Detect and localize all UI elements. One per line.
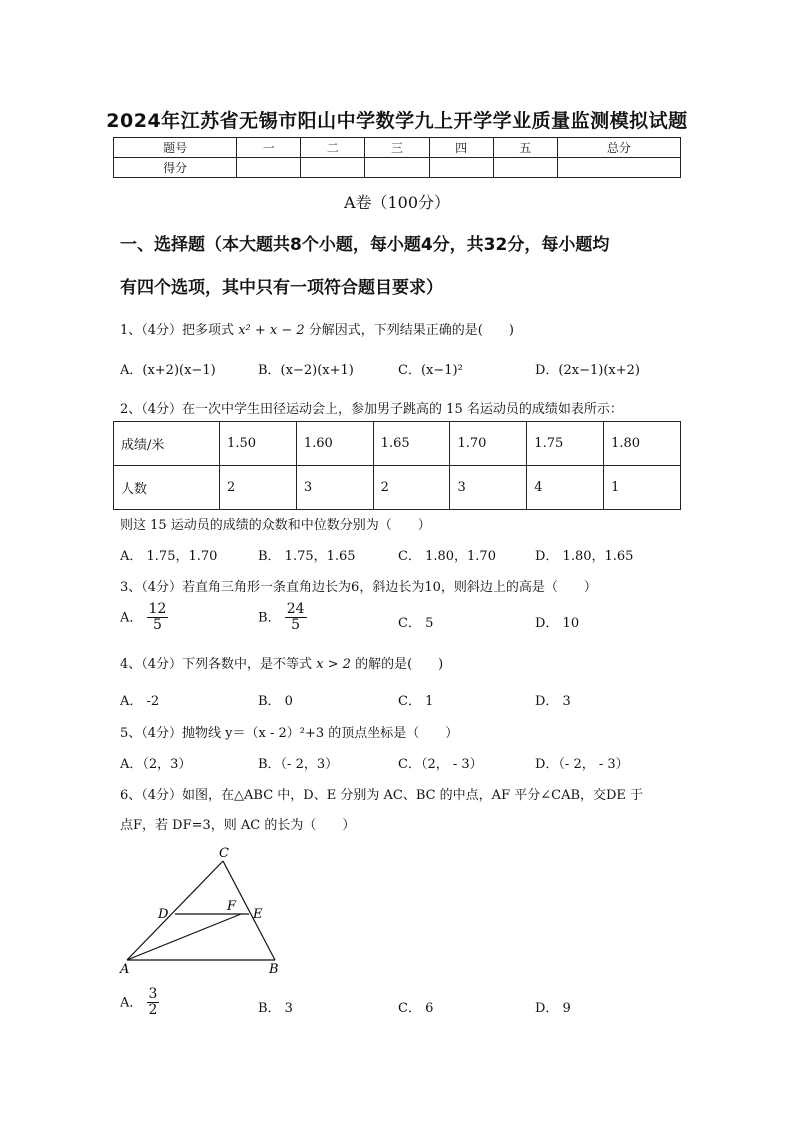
score-header-cell: 三 — [365, 138, 429, 158]
part1-heading-line1: 一、选择题（本大题共8个小题，每小题4分，共32分，每小题均 — [120, 235, 610, 255]
q3-option-b[interactable] — [258, 602, 307, 634]
score-header-cell: 四 — [429, 138, 493, 158]
question-1-stem — [120, 319, 514, 338]
table-cell: 1.65 — [373, 422, 450, 466]
fraction-numerator: 12 — [148, 601, 167, 617]
table-cell: 人数 — [114, 466, 220, 510]
segment-af — [127, 914, 241, 960]
score-table-score-row — [114, 158, 681, 178]
part1-heading-line2: 有四个选项，其中只有一项符合题目要求） — [120, 278, 443, 298]
q1-stem-pre: 1、（4分）把多项式 — [120, 323, 239, 338]
table-cell: 1.70 — [450, 422, 527, 466]
q6-option-b[interactable]: B． 3 — [258, 1001, 293, 1016]
q2-option-b[interactable]: B． 1.75，1.65 — [258, 549, 356, 564]
label-d: D — [158, 907, 169, 922]
table-cell: 1.80 — [604, 422, 681, 466]
table-row — [114, 466, 681, 510]
question-3-stem: 3、（4分）若直角三角形一条直角边长为6，斜边长为10，则斜边上的高是（ ） — [120, 580, 597, 595]
question-5-stem: 5、（4分）抛物线 y＝（x - 2）²+3 的顶点坐标是（ ） — [120, 726, 459, 741]
question-6-stem-line2: 点F，若 DF=3，则 AC 的长为（ ） — [120, 818, 356, 833]
score-header-cell: 五 — [493, 138, 557, 158]
q3-option-b-fraction — [285, 602, 307, 634]
q1-option-a[interactable]: A．(x+2)(x−1) — [120, 363, 216, 378]
fraction-numerator: 3 — [148, 986, 158, 1002]
q5-option-c[interactable]: C．（2， - 3） — [398, 757, 483, 772]
q4-option-b[interactable]: B． 0 — [258, 694, 293, 709]
q4-stem-post: 的解的是( ) — [350, 657, 444, 672]
q3-option-d[interactable]: D． 10 — [535, 616, 580, 631]
question-6-stem-line1: 6、（4分）如图，在△ABC 中，D、E 分别为 AC、BC 的中点，AF 平分∠CAB，交DE 于 — [120, 788, 644, 803]
q1-stem-post: 分解因式，下列结果正确的是( ) — [304, 323, 514, 338]
q2-option-d[interactable]: D． 1.80，1.65 — [535, 549, 634, 564]
score-header-cell: 题号 — [114, 138, 237, 158]
q5-option-a[interactable]: A．（2，3） — [120, 757, 192, 772]
exam-title: 2024年江苏省无锡市阳山中学数学九上开学学业质量监测模拟试题 — [106, 110, 688, 132]
q3-option-b-label: B． — [258, 610, 281, 626]
q1-option-c[interactable]: C．(x−1)² — [398, 363, 463, 378]
q3-option-a-fraction — [147, 602, 169, 634]
q5-option-d[interactable]: D．（- 2， - 3） — [535, 757, 629, 772]
q3-option-c[interactable]: C． 5 — [398, 616, 434, 631]
q1-option-d[interactable]: D．(2x−1)(x+2) — [535, 363, 640, 378]
segment-ac — [127, 861, 223, 960]
q1-option-b[interactable]: B．(x−2)(x+1) — [258, 363, 354, 378]
label-e: E — [253, 907, 263, 922]
q6-option-c[interactable]: C． 6 — [398, 1001, 434, 1016]
q2-option-a[interactable]: A． 1.75，1.70 — [120, 549, 218, 564]
table-cell: 3 — [296, 466, 373, 510]
table-cell: 1.50 — [220, 422, 297, 466]
question-2-stem: 2、（4分）在一次中学生田径运动会上，参加男子跳高的 15 名运动员的成绩如表所示： — [120, 402, 623, 417]
question-2-follow: 则这 15 运动员的成绩的众数和中位数分别为（ ） — [120, 518, 431, 533]
score-table-header-row — [114, 138, 681, 158]
label-a: A — [120, 962, 130, 977]
triangle-figure — [115, 843, 295, 978]
table-cell: 成绩/米 — [114, 422, 220, 466]
score-cell — [301, 158, 365, 178]
q4-option-a[interactable]: A． -2 — [120, 694, 160, 709]
q5-option-b[interactable]: B．（- 2，3） — [258, 757, 339, 772]
score-row-label: 得分 — [114, 158, 237, 178]
q6-option-a-fraction — [147, 987, 160, 1019]
table-row — [114, 422, 681, 466]
score-header-cell: 一 — [237, 138, 301, 158]
label-c: C — [219, 846, 229, 861]
score-cell — [429, 158, 493, 178]
q6-option-d[interactable]: D． 9 — [535, 1001, 571, 1016]
table-cell: 1.60 — [296, 422, 373, 466]
table-cell: 3 — [450, 466, 527, 510]
q6-option-a[interactable] — [120, 987, 159, 1019]
score-cell — [493, 158, 557, 178]
score-cell — [557, 158, 680, 178]
label-b: B — [269, 962, 279, 977]
table-cell: 1.75 — [527, 422, 604, 466]
table-cell: 2 — [373, 466, 450, 510]
q1-expression: x² + x − 2 — [238, 323, 305, 338]
q2-option-c[interactable]: C． 1.80，1.70 — [398, 549, 496, 564]
fraction-denominator: 2 — [148, 1002, 158, 1019]
q4-stem-pre: 4、（4分）下列各数中，是不等式 — [120, 657, 317, 672]
score-cell — [237, 158, 301, 178]
score-header-cell: 总分 — [557, 138, 680, 158]
fraction-denominator: 5 — [291, 617, 301, 634]
section-a-heading: A卷（100分） — [343, 193, 451, 212]
score-header-cell: 二 — [301, 138, 365, 158]
q3-option-a[interactable] — [120, 602, 168, 634]
table-cell: 1 — [604, 466, 681, 510]
q4-expression: x > 2 — [316, 657, 351, 672]
q4-option-c[interactable]: C． 1 — [398, 694, 434, 709]
label-f: F — [227, 899, 237, 914]
question-4-stem — [120, 653, 443, 672]
q2-results-table — [113, 421, 681, 510]
table-cell: 2 — [220, 466, 297, 510]
score-cell — [365, 158, 429, 178]
q3-option-a-label: A． — [120, 610, 143, 626]
fraction-numerator: 24 — [286, 601, 305, 617]
fraction-denominator: 5 — [152, 617, 162, 634]
q4-option-d[interactable]: D． 3 — [535, 694, 571, 709]
q6-option-a-label: A． — [120, 995, 143, 1011]
score-table — [113, 137, 681, 178]
table-cell: 4 — [527, 466, 604, 510]
